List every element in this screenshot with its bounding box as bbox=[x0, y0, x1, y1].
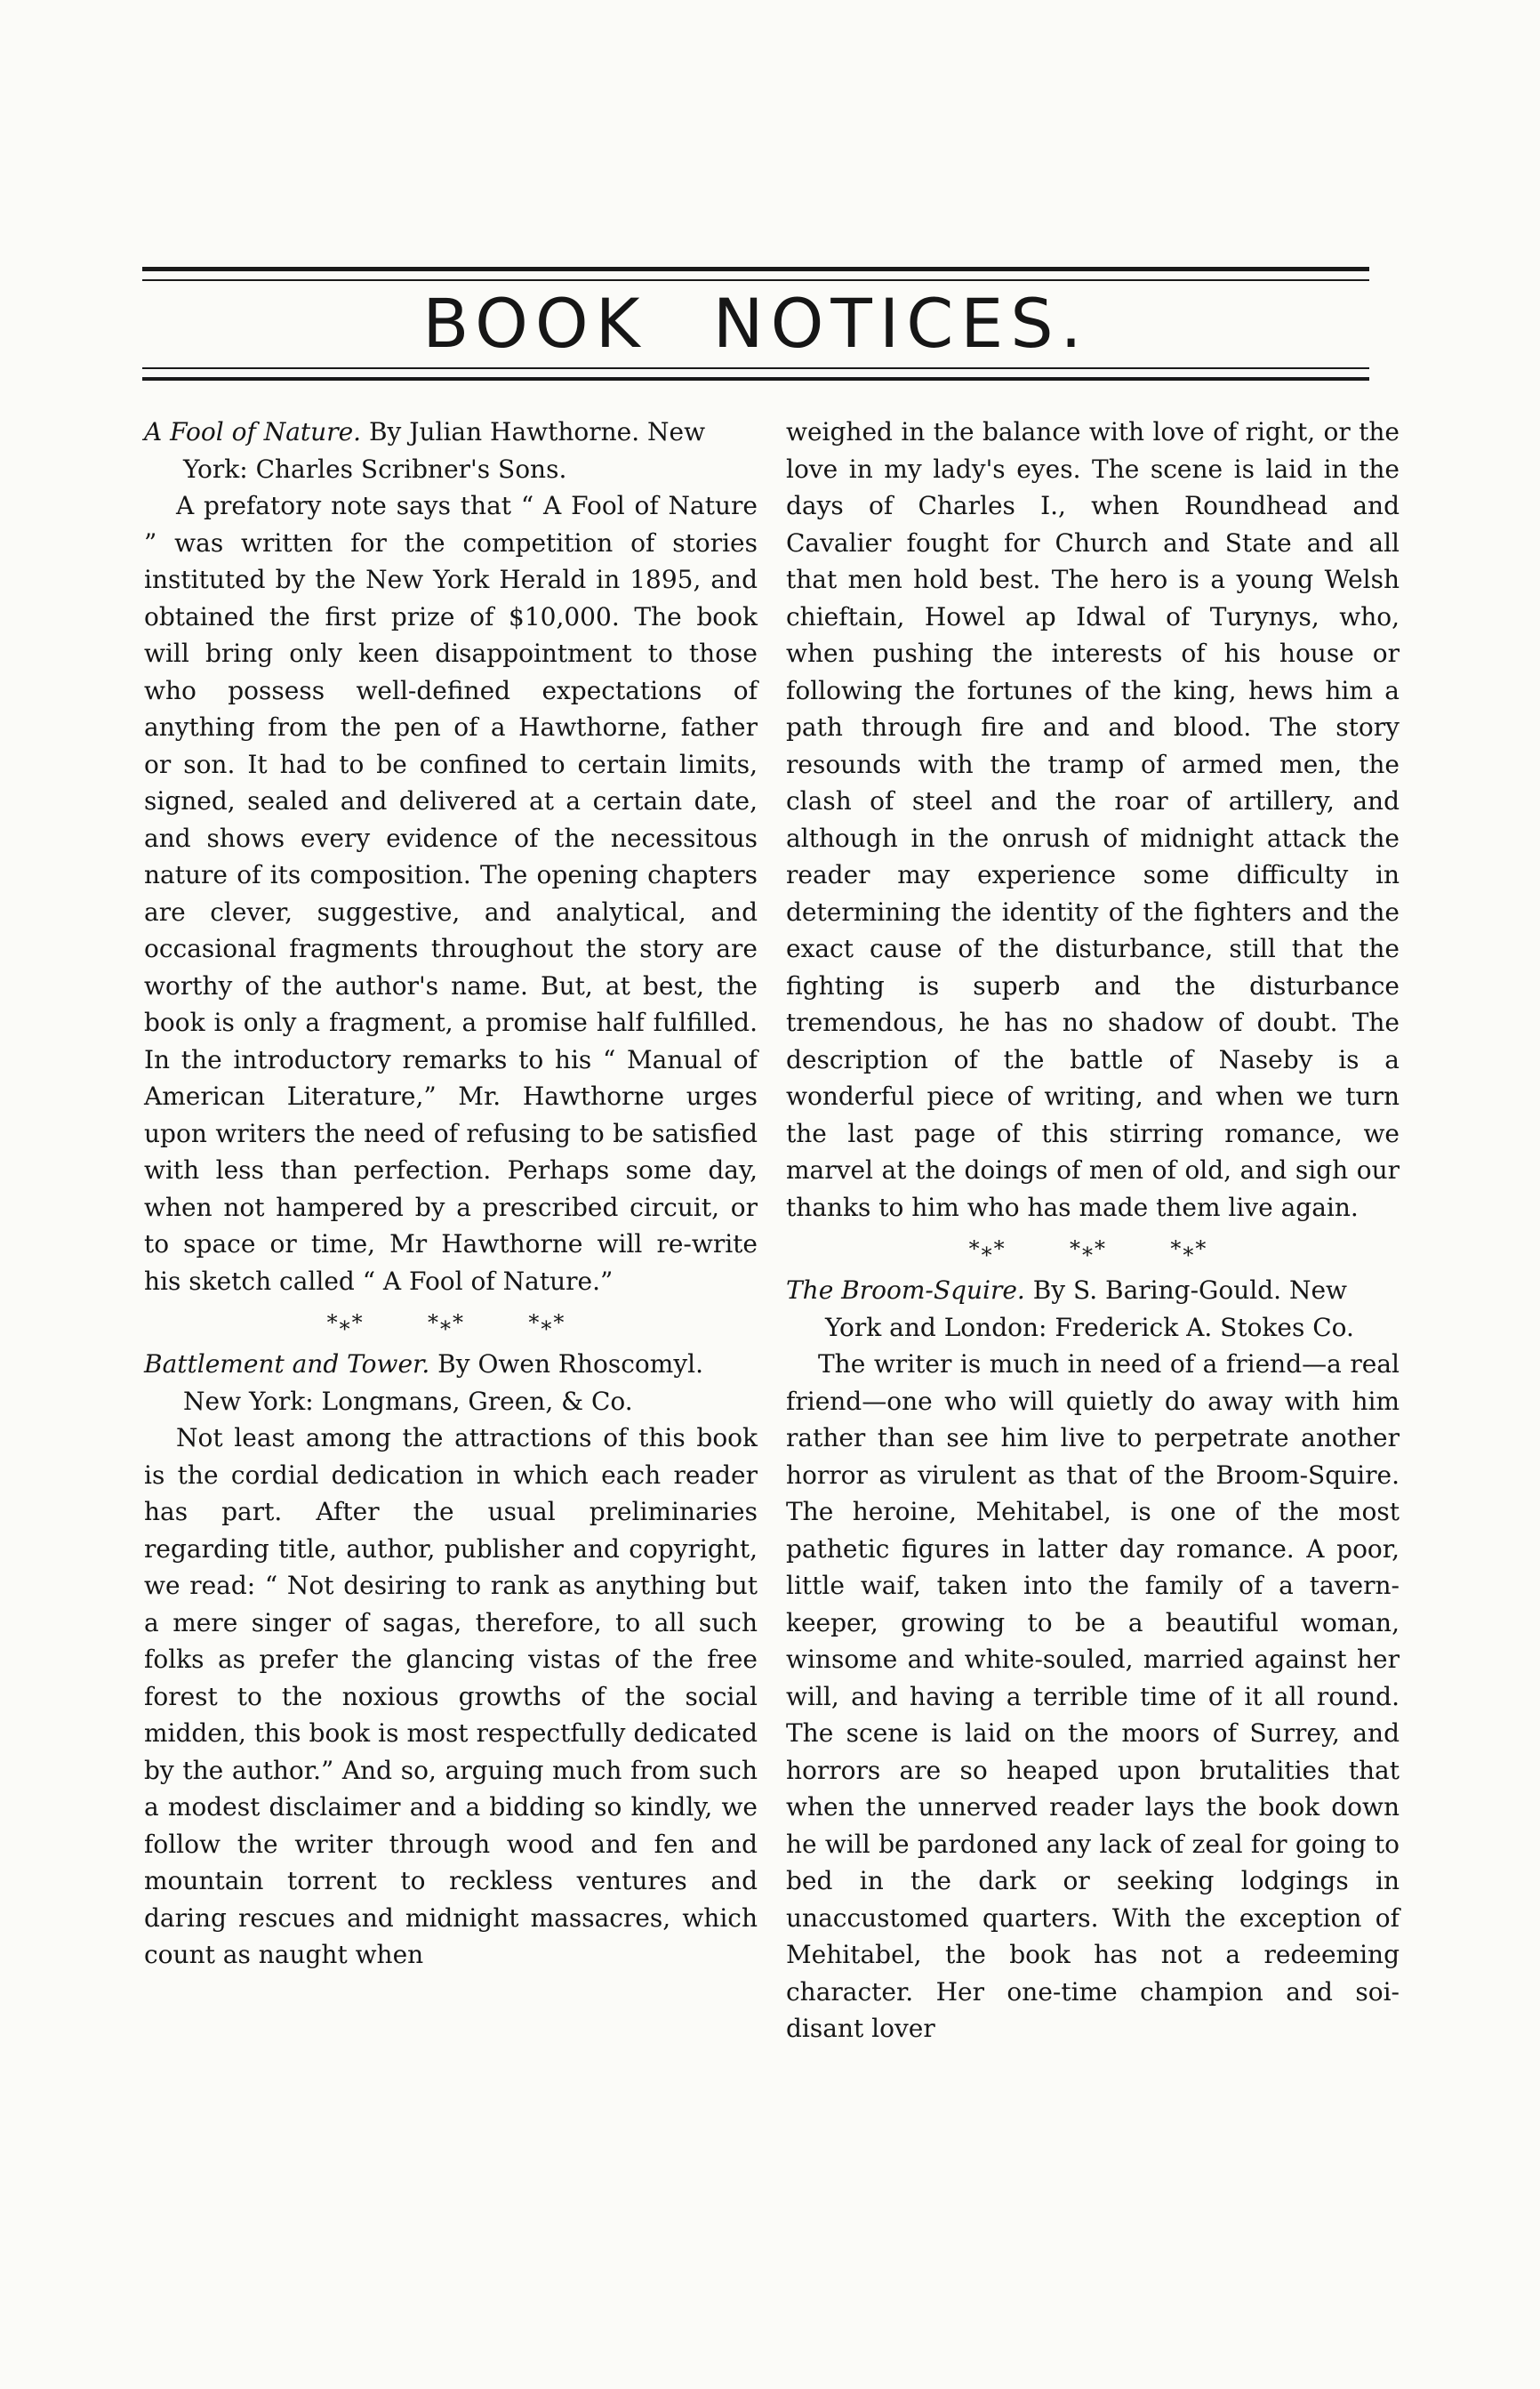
divider-asterism: *⁎* bbox=[528, 1310, 566, 1335]
left-column bbox=[144, 414, 758, 1974]
section-divider bbox=[937, 1227, 1239, 1270]
divider-asterism: *⁎* bbox=[326, 1310, 365, 1335]
book-byline: By Julian Hawthorne. New York: Charles Scribner's Sons. bbox=[183, 417, 706, 484]
divider-asterism: *⁎* bbox=[1170, 1236, 1208, 1261]
book-byline: By Owen Rhoscomyl. New York: Longmans, Green, & Co. bbox=[183, 1349, 703, 1416]
divider-asterism: *⁎* bbox=[1069, 1236, 1107, 1261]
review-heading-broom-squire bbox=[786, 1272, 1400, 1346]
bottom-rule-thick bbox=[142, 377, 1369, 381]
book-title: A Fool of Nature. bbox=[144, 417, 362, 446]
top-rule-thin bbox=[142, 279, 1369, 281]
divider-asterism: *⁎* bbox=[968, 1236, 1007, 1261]
review-body-battlement-and-tower-continued: weighed in the balance with love of right, or the love in my lady's eyes. The scene is laid in the days of Charles I., when Roundhead and Cavalier fought for Church and State and all that men hold best. The hero is a young Welsh chieftain, Howel ap Idwal of Turynys, who, when pushing the interests of his house or following the fortunes of the king, hews him a path through fire and and blood. The story resounds with the tramp of armed men, the clash of steel and the roar of artillery, and although in the onrush of midnight attack the reader may experience some difficulty in determining the identity of the fighters and the exact cause of the disturbance, still that the fighting is superb and the disturbance tremendous, he has no shadow of doubt. The description of the battle of Naseby is a wonderful piece of writing, and when we turn the last page of this stirring romance, we marvel at the doings of men of old, and sigh our thanks to him who has made them live again. bbox=[786, 417, 1400, 1222]
bottom-rule-thin bbox=[142, 367, 1369, 369]
book-title: Battlement and Tower. bbox=[144, 1349, 430, 1379]
section-heading: BOOK NOTICES. bbox=[422, 284, 1089, 363]
review-heading-fool-of-nature bbox=[144, 414, 758, 487]
review-body-fool-of-nature: A prefatory note says that “ A Fool of Nature ” was written for the competition of stories instituted by the New York Herald in 1895, and obtained the first prize of $10,000. The book will bring only keen disappointment to those who possess well-defined expectations of anything from the pen of a Hawthorne, father or son. It had to be confined to certain limits, signed, sealed and delivered at a certain date, and shows every evidence of the necessitous nature of its composition. The opening chapters are clever, suggestive, and analytical, and occasional fragments throughout the story are worthy of the author's name. But, at best, the book is only a fragment, a promise half fulfilled. In the introductory remarks to his “ Manual of American Literature,” Mr. Hawthorne urges upon writers the need of refusing to be satisfied with less than perfection. Perhaps some day, when not hampered by a prescribed circuit, or to space or time, Mr Hawthorne will re-write his sketch called “ A Fool of Nature.” bbox=[144, 491, 758, 1296]
top-rule-thick bbox=[142, 267, 1369, 271]
review-body-battlement-and-tower: Not least among the attractions of this book is the cordial dedication in which each reader has part. After the usual preliminaries regarding title, author, publisher and copyright, we read: “ Not desiring to rank as anything but a mere singer of sagas, therefore, to all such folks as prefer the glancing vistas of the free forest to the noxious growths of the social midden, this book is most respectfully dedicated by the author.” And so, arguing much from such a modest disclaimer and a bidding so kindly, we follow the writer through wood and fen and mountain torrent to reckless ventures and daring rescues and midnight massacres, which count as naught when bbox=[144, 1423, 758, 1969]
review-body-broom-squire: The writer is much in need of a friend—a real friend—one who will quietly do away with him rather than see him live to perpetrate another horror as virulent as that of the Broom-Squire. The heroine, Mehitabel, is one of the most pathetic figures in latter day romance. A poor, little waif, taken into the family of a tavern-keeper, growing to be a beautiful woman, winsome and white-souled, married against her will, and having a terrible time of it all round. The scene is laid on the moors of Surrey, and horrors are so heaped upon brutalities that when the unnerved reader lays the book down he will be pardoned any lack of zeal for going to bed in the dark or seeking lodgings in unaccustomed quarters. With the exception of Mehitabel, the book has not a redeeming character. Her one-time champion and soi-disant lover bbox=[786, 1349, 1400, 2043]
right-column bbox=[786, 414, 1400, 2047]
divider-asterism: *⁎* bbox=[427, 1310, 465, 1335]
section-divider bbox=[295, 1301, 598, 1344]
book-byline: By S. Baring-Gould. New York and London: Frederick A. Stokes Co. bbox=[825, 1275, 1354, 1342]
book-title: The Broom-Squire. bbox=[786, 1275, 1025, 1305]
review-heading-battlement-and-tower bbox=[144, 1346, 758, 1420]
